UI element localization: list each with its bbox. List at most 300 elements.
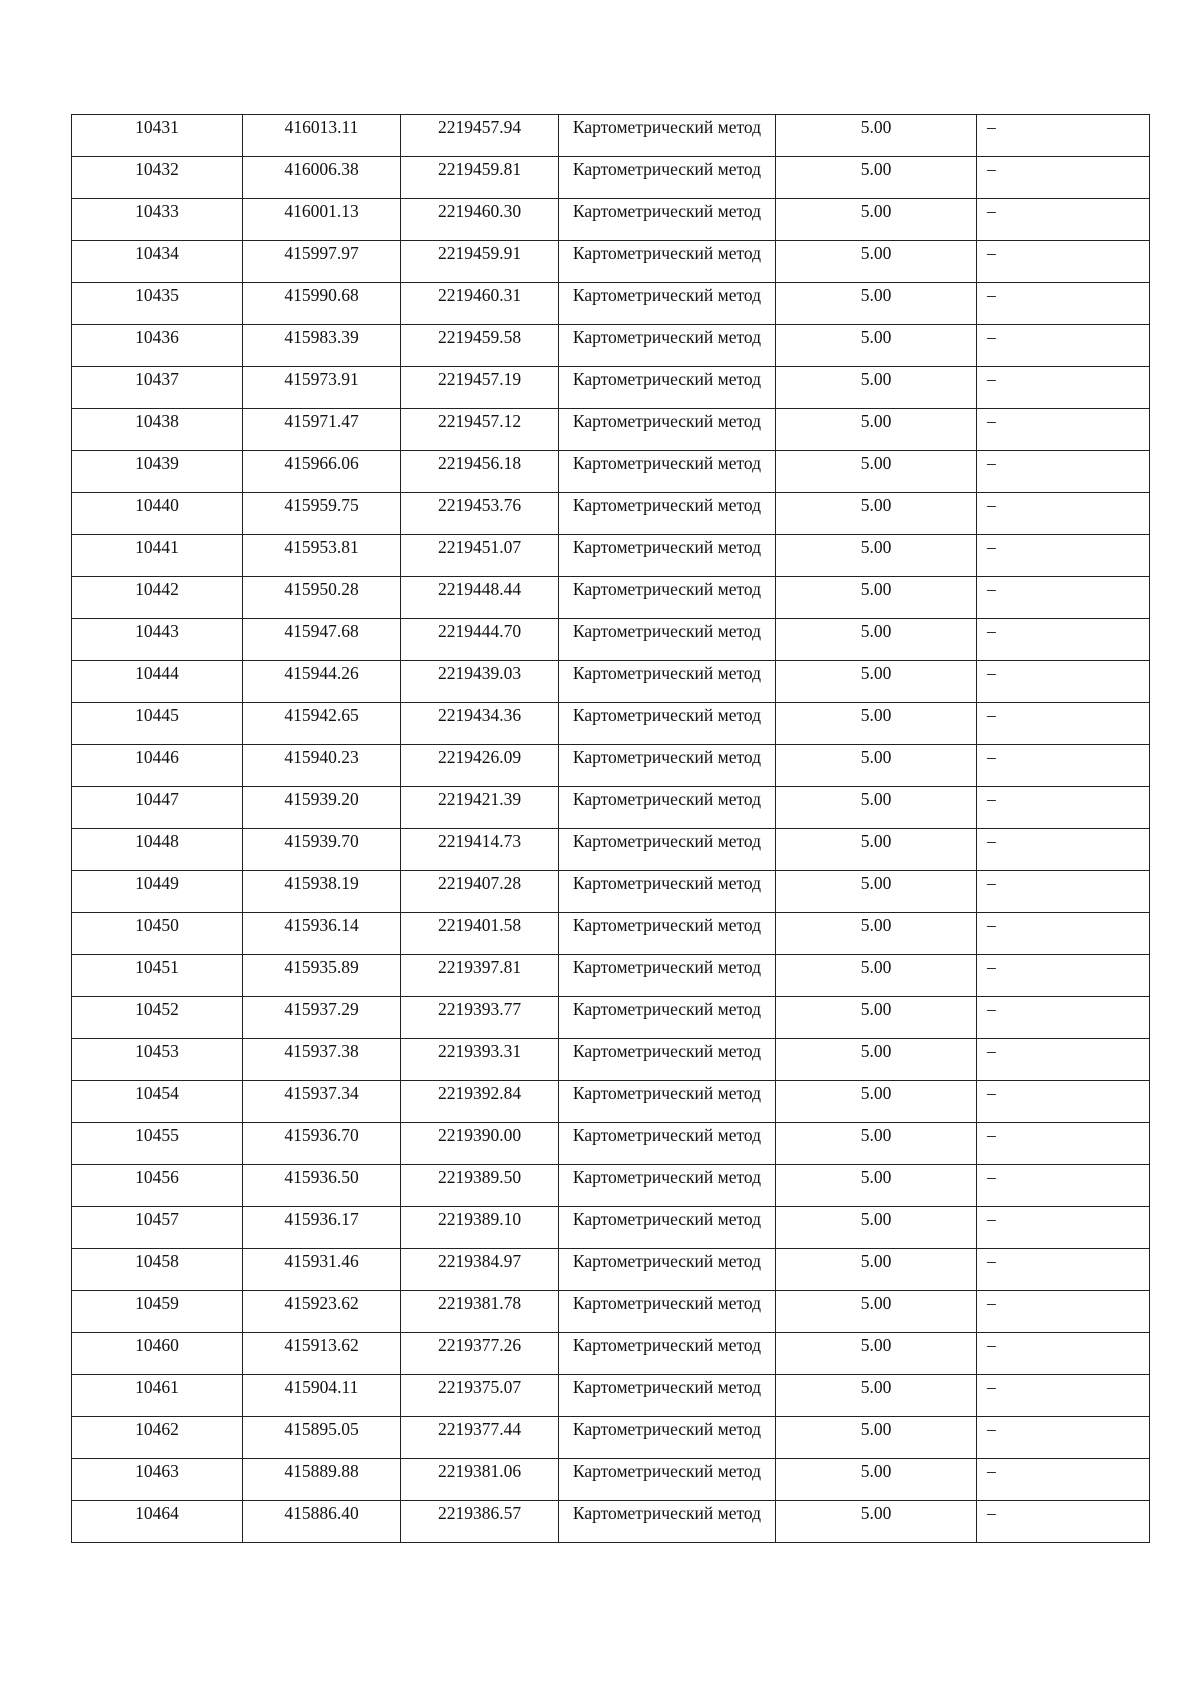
precision-cell bbox=[776, 1375, 977, 1417]
point-number-cell-text: 10445 bbox=[135, 705, 179, 725]
x-coordinate-cell bbox=[243, 1039, 401, 1081]
y-coordinate-cell-text: 2219459.58 bbox=[437, 327, 522, 347]
table-row bbox=[72, 115, 1150, 157]
x-coordinate-cell bbox=[243, 913, 401, 955]
point-number-cell-text: 10452 bbox=[135, 999, 179, 1019]
description-cell bbox=[977, 619, 1150, 661]
point-number-cell-text: 10457 bbox=[135, 1209, 179, 1229]
precision-cell bbox=[776, 997, 977, 1039]
method-cell bbox=[559, 1501, 776, 1543]
description-cell-text: – bbox=[987, 1209, 996, 1229]
table-row bbox=[72, 1081, 1150, 1123]
y-coordinate-cell bbox=[401, 241, 559, 283]
x-coordinate-cell-text: 415942.65 bbox=[284, 705, 359, 725]
precision-cell-text: 5.00 bbox=[860, 579, 892, 599]
point-number-cell bbox=[72, 1207, 243, 1249]
x-coordinate-cell-text: 415940.23 bbox=[284, 747, 359, 767]
point-number-cell-text: 10451 bbox=[135, 957, 179, 977]
precision-cell bbox=[776, 1417, 977, 1459]
y-coordinate-cell-text: 2219457.12 bbox=[437, 411, 522, 431]
x-coordinate-cell-text: 416001.13 bbox=[284, 201, 359, 221]
point-number-cell bbox=[72, 283, 243, 325]
method-cell bbox=[559, 619, 776, 661]
y-coordinate-cell bbox=[401, 703, 559, 745]
point-number-cell bbox=[72, 829, 243, 871]
description-cell-text: – bbox=[987, 1461, 996, 1481]
coordinates-table-body bbox=[72, 115, 1150, 1543]
x-coordinate-cell bbox=[243, 661, 401, 703]
y-coordinate-cell-text: 2219434.36 bbox=[437, 705, 522, 725]
method-cell bbox=[559, 1123, 776, 1165]
y-coordinate-cell bbox=[401, 577, 559, 619]
point-number-cell-text: 10447 bbox=[135, 789, 179, 809]
method-cell-text: Картометрический метод bbox=[572, 1041, 762, 1061]
x-coordinate-cell-text: 415983.39 bbox=[284, 327, 359, 347]
precision-cell-text: 5.00 bbox=[860, 1209, 892, 1229]
method-cell-text: Картометрический метод bbox=[572, 1251, 762, 1271]
x-coordinate-cell bbox=[243, 451, 401, 493]
method-cell-text: Картометрический метод bbox=[572, 327, 762, 347]
description-cell bbox=[977, 955, 1150, 997]
method-cell bbox=[559, 1459, 776, 1501]
description-cell-text: – bbox=[987, 1041, 996, 1061]
point-number-cell bbox=[72, 745, 243, 787]
x-coordinate-cell-text: 415937.38 bbox=[284, 1041, 359, 1061]
x-coordinate-cell bbox=[243, 619, 401, 661]
method-cell-text: Картометрический метод bbox=[572, 999, 762, 1019]
x-coordinate-cell-text: 415895.05 bbox=[284, 1419, 359, 1439]
description-cell bbox=[977, 997, 1150, 1039]
method-cell bbox=[559, 115, 776, 157]
precision-cell bbox=[776, 1123, 977, 1165]
method-cell bbox=[559, 871, 776, 913]
description-cell bbox=[977, 157, 1150, 199]
table-row bbox=[72, 1333, 1150, 1375]
y-coordinate-cell bbox=[401, 115, 559, 157]
y-coordinate-cell-text: 2219439.03 bbox=[437, 663, 522, 683]
y-coordinate-cell-text: 2219414.73 bbox=[437, 831, 522, 851]
point-number-cell bbox=[72, 1249, 243, 1291]
description-cell-text: – bbox=[987, 747, 996, 767]
y-coordinate-cell bbox=[401, 997, 559, 1039]
precision-cell-text: 5.00 bbox=[860, 663, 892, 683]
method-cell-text: Картометрический метод bbox=[572, 579, 762, 599]
y-coordinate-cell-text: 2219393.77 bbox=[437, 999, 522, 1019]
point-number-cell bbox=[72, 619, 243, 661]
precision-cell bbox=[776, 1459, 977, 1501]
y-coordinate-cell bbox=[401, 199, 559, 241]
description-cell bbox=[977, 1081, 1150, 1123]
x-coordinate-cell-text: 415886.40 bbox=[284, 1503, 359, 1523]
description-cell-text: – bbox=[987, 495, 996, 515]
table-row bbox=[72, 1291, 1150, 1333]
table-row bbox=[72, 1249, 1150, 1291]
precision-cell-text: 5.00 bbox=[860, 789, 892, 809]
point-number-cell bbox=[72, 535, 243, 577]
method-cell bbox=[559, 325, 776, 367]
x-coordinate-cell bbox=[243, 1081, 401, 1123]
description-cell bbox=[977, 1333, 1150, 1375]
precision-cell bbox=[776, 661, 977, 703]
description-cell-text: – bbox=[987, 705, 996, 725]
point-number-cell bbox=[72, 703, 243, 745]
point-number-cell-text: 10462 bbox=[135, 1419, 179, 1439]
y-coordinate-cell-text: 2219421.39 bbox=[437, 789, 522, 809]
coordinates-table bbox=[71, 114, 1150, 1543]
x-coordinate-cell-text: 415935.89 bbox=[284, 957, 359, 977]
precision-cell-text: 5.00 bbox=[860, 1503, 892, 1523]
table-row bbox=[72, 997, 1150, 1039]
precision-cell-text: 5.00 bbox=[860, 243, 892, 263]
y-coordinate-cell bbox=[401, 535, 559, 577]
description-cell bbox=[977, 913, 1150, 955]
point-number-cell bbox=[72, 157, 243, 199]
method-cell-text: Картометрический метод bbox=[572, 663, 762, 683]
point-number-cell-text: 10460 bbox=[135, 1335, 179, 1355]
y-coordinate-cell-text: 2219381.06 bbox=[437, 1461, 522, 1481]
table-row bbox=[72, 493, 1150, 535]
precision-cell-text: 5.00 bbox=[860, 411, 892, 431]
description-cell-text: – bbox=[987, 1083, 996, 1103]
description-cell-text: – bbox=[987, 999, 996, 1019]
y-coordinate-cell bbox=[401, 745, 559, 787]
precision-cell-text: 5.00 bbox=[860, 747, 892, 767]
point-number-cell bbox=[72, 1501, 243, 1543]
y-coordinate-cell bbox=[401, 1207, 559, 1249]
y-coordinate-cell-text: 2219377.44 bbox=[437, 1419, 522, 1439]
method-cell-text: Картометрический метод bbox=[572, 621, 762, 641]
point-number-cell bbox=[72, 1459, 243, 1501]
description-cell bbox=[977, 1249, 1150, 1291]
description-cell bbox=[977, 1207, 1150, 1249]
y-coordinate-cell bbox=[401, 1249, 559, 1291]
point-number-cell bbox=[72, 409, 243, 451]
x-coordinate-cell bbox=[243, 409, 401, 451]
description-cell-text: – bbox=[987, 327, 996, 347]
x-coordinate-cell bbox=[243, 1375, 401, 1417]
method-cell bbox=[559, 1417, 776, 1459]
method-cell bbox=[559, 1291, 776, 1333]
point-number-cell-text: 10461 bbox=[135, 1377, 179, 1397]
description-cell-text: – bbox=[987, 369, 996, 389]
precision-cell-text: 5.00 bbox=[860, 495, 892, 515]
x-coordinate-cell bbox=[243, 997, 401, 1039]
description-cell bbox=[977, 1417, 1150, 1459]
method-cell bbox=[559, 1039, 776, 1081]
x-coordinate-cell bbox=[243, 535, 401, 577]
method-cell bbox=[559, 1375, 776, 1417]
method-cell bbox=[559, 703, 776, 745]
y-coordinate-cell bbox=[401, 367, 559, 409]
method-cell-text: Картометрический метод bbox=[572, 873, 762, 893]
point-number-cell bbox=[72, 1375, 243, 1417]
precision-cell-text: 5.00 bbox=[860, 1125, 892, 1145]
description-cell bbox=[977, 1123, 1150, 1165]
y-coordinate-cell bbox=[401, 409, 559, 451]
table-row bbox=[72, 829, 1150, 871]
y-coordinate-cell bbox=[401, 1039, 559, 1081]
table-row bbox=[72, 871, 1150, 913]
table-row bbox=[72, 577, 1150, 619]
method-cell bbox=[559, 1165, 776, 1207]
method-cell bbox=[559, 409, 776, 451]
description-cell-text: – bbox=[987, 1419, 996, 1439]
method-cell-text: Картометрический метод bbox=[572, 243, 762, 263]
y-coordinate-cell bbox=[401, 787, 559, 829]
method-cell-text: Картометрический метод bbox=[572, 915, 762, 935]
precision-cell bbox=[776, 115, 977, 157]
y-coordinate-cell bbox=[401, 283, 559, 325]
y-coordinate-cell bbox=[401, 1165, 559, 1207]
method-cell bbox=[559, 1207, 776, 1249]
table-row bbox=[72, 451, 1150, 493]
y-coordinate-cell bbox=[401, 871, 559, 913]
description-cell bbox=[977, 1375, 1150, 1417]
y-coordinate-cell bbox=[401, 1375, 559, 1417]
precision-cell-text: 5.00 bbox=[860, 957, 892, 977]
precision-cell bbox=[776, 493, 977, 535]
method-cell bbox=[559, 913, 776, 955]
x-coordinate-cell bbox=[243, 1333, 401, 1375]
description-cell-text: – bbox=[987, 1503, 996, 1523]
y-coordinate-cell-text: 2219386.57 bbox=[437, 1503, 522, 1523]
y-coordinate-cell bbox=[401, 1459, 559, 1501]
x-coordinate-cell-text: 415939.70 bbox=[284, 831, 359, 851]
precision-cell bbox=[776, 409, 977, 451]
precision-cell bbox=[776, 703, 977, 745]
description-cell bbox=[977, 1291, 1150, 1333]
y-coordinate-cell bbox=[401, 1501, 559, 1543]
method-cell-text: Картометрический метод bbox=[572, 1209, 762, 1229]
x-coordinate-cell bbox=[243, 1417, 401, 1459]
y-coordinate-cell-text: 2219456.18 bbox=[437, 453, 522, 473]
y-coordinate-cell bbox=[401, 1081, 559, 1123]
point-number-cell-text: 10435 bbox=[135, 285, 179, 305]
y-coordinate-cell bbox=[401, 493, 559, 535]
table-row bbox=[72, 1165, 1150, 1207]
method-cell-text: Картометрический метод bbox=[572, 117, 762, 137]
point-number-cell bbox=[72, 787, 243, 829]
y-coordinate-cell-text: 2219460.31 bbox=[437, 285, 522, 305]
description-cell-text: – bbox=[987, 201, 996, 221]
y-coordinate-cell bbox=[401, 661, 559, 703]
precision-cell bbox=[776, 619, 977, 661]
x-coordinate-cell-text: 415923.62 bbox=[284, 1293, 359, 1313]
y-coordinate-cell bbox=[401, 913, 559, 955]
description-cell bbox=[977, 115, 1150, 157]
precision-cell bbox=[776, 1081, 977, 1123]
precision-cell bbox=[776, 1039, 977, 1081]
y-coordinate-cell-text: 2219457.94 bbox=[437, 117, 522, 137]
x-coordinate-cell-text: 415904.11 bbox=[284, 1377, 359, 1397]
precision-cell bbox=[776, 955, 977, 997]
point-number-cell-text: 10438 bbox=[135, 411, 179, 431]
precision-cell-text: 5.00 bbox=[860, 1335, 892, 1355]
description-cell bbox=[977, 535, 1150, 577]
method-cell-text: Картометрический метод bbox=[572, 537, 762, 557]
precision-cell bbox=[776, 1291, 977, 1333]
table-row bbox=[72, 199, 1150, 241]
description-cell-text: – bbox=[987, 915, 996, 935]
precision-cell-text: 5.00 bbox=[860, 999, 892, 1019]
method-cell-text: Картометрический метод bbox=[572, 453, 762, 473]
description-cell-text: – bbox=[987, 621, 996, 641]
y-coordinate-cell-text: 2219459.81 bbox=[437, 159, 522, 179]
y-coordinate-cell-text: 2219389.10 bbox=[437, 1209, 522, 1229]
x-coordinate-cell bbox=[243, 1249, 401, 1291]
method-cell bbox=[559, 745, 776, 787]
table-row bbox=[72, 409, 1150, 451]
precision-cell bbox=[776, 1249, 977, 1291]
point-number-cell-text: 10439 bbox=[135, 453, 179, 473]
y-coordinate-cell-text: 2219384.97 bbox=[437, 1251, 522, 1271]
point-number-cell-text: 10443 bbox=[135, 621, 179, 641]
point-number-cell-text: 10444 bbox=[135, 663, 179, 683]
y-coordinate-cell bbox=[401, 451, 559, 493]
x-coordinate-cell-text: 415950.28 bbox=[284, 579, 359, 599]
point-number-cell-text: 10455 bbox=[135, 1125, 179, 1145]
point-number-cell bbox=[72, 199, 243, 241]
method-cell bbox=[559, 661, 776, 703]
table-row bbox=[72, 955, 1150, 997]
y-coordinate-cell bbox=[401, 325, 559, 367]
point-number-cell-text: 10459 bbox=[135, 1293, 179, 1313]
y-coordinate-cell-text: 2219426.09 bbox=[437, 747, 522, 767]
y-coordinate-cell bbox=[401, 1123, 559, 1165]
description-cell-text: – bbox=[987, 831, 996, 851]
table-row bbox=[72, 1123, 1150, 1165]
x-coordinate-cell-text: 416006.38 bbox=[284, 159, 359, 179]
x-coordinate-cell-text: 416013.11 bbox=[284, 117, 359, 137]
description-cell-text: – bbox=[987, 1167, 996, 1187]
description-cell-text: – bbox=[987, 453, 996, 473]
description-cell-text: – bbox=[987, 117, 996, 137]
x-coordinate-cell bbox=[243, 241, 401, 283]
description-cell bbox=[977, 367, 1150, 409]
x-coordinate-cell-text: 415937.29 bbox=[284, 999, 359, 1019]
x-coordinate-cell bbox=[243, 199, 401, 241]
method-cell-text: Картометрический метод bbox=[572, 201, 762, 221]
description-cell-text: – bbox=[987, 1335, 996, 1355]
method-cell bbox=[559, 955, 776, 997]
description-cell bbox=[977, 493, 1150, 535]
x-coordinate-cell bbox=[243, 955, 401, 997]
y-coordinate-cell-text: 2219375.07 bbox=[437, 1377, 522, 1397]
point-number-cell-text: 10464 bbox=[135, 1503, 179, 1523]
y-coordinate-cell bbox=[401, 955, 559, 997]
table-row bbox=[72, 1501, 1150, 1543]
precision-cell bbox=[776, 325, 977, 367]
precision-cell bbox=[776, 451, 977, 493]
y-coordinate-cell-text: 2219457.19 bbox=[437, 369, 522, 389]
x-coordinate-cell-text: 415966.06 bbox=[284, 453, 359, 473]
description-cell bbox=[977, 829, 1150, 871]
point-number-cell bbox=[72, 451, 243, 493]
precision-cell bbox=[776, 1333, 977, 1375]
y-coordinate-cell-text: 2219397.81 bbox=[437, 957, 522, 977]
precision-cell bbox=[776, 241, 977, 283]
description-cell bbox=[977, 241, 1150, 283]
point-number-cell-text: 10442 bbox=[135, 579, 179, 599]
point-number-cell bbox=[72, 871, 243, 913]
y-coordinate-cell-text: 2219459.91 bbox=[437, 243, 522, 263]
x-coordinate-cell bbox=[243, 703, 401, 745]
method-cell bbox=[559, 1081, 776, 1123]
precision-cell-text: 5.00 bbox=[860, 201, 892, 221]
y-coordinate-cell-text: 2219389.50 bbox=[437, 1167, 522, 1187]
point-number-cell bbox=[72, 325, 243, 367]
table-row bbox=[72, 1459, 1150, 1501]
table-row bbox=[72, 535, 1150, 577]
method-cell-text: Картометрический метод bbox=[572, 1083, 762, 1103]
x-coordinate-cell bbox=[243, 115, 401, 157]
point-number-cell-text: 10441 bbox=[135, 537, 179, 557]
table-row bbox=[72, 283, 1150, 325]
description-cell bbox=[977, 787, 1150, 829]
description-cell-text: – bbox=[987, 1125, 996, 1145]
y-coordinate-cell-text: 2219460.30 bbox=[437, 201, 522, 221]
table-row bbox=[72, 661, 1150, 703]
precision-cell bbox=[776, 199, 977, 241]
point-number-cell bbox=[72, 1165, 243, 1207]
precision-cell-text: 5.00 bbox=[860, 1293, 892, 1313]
precision-cell bbox=[776, 1501, 977, 1543]
x-coordinate-cell-text: 415889.88 bbox=[284, 1461, 359, 1481]
x-coordinate-cell bbox=[243, 367, 401, 409]
description-cell bbox=[977, 283, 1150, 325]
description-cell bbox=[977, 451, 1150, 493]
y-coordinate-cell-text: 2219451.07 bbox=[437, 537, 522, 557]
method-cell-text: Картометрический метод bbox=[572, 1125, 762, 1145]
method-cell bbox=[559, 787, 776, 829]
point-number-cell-text: 10456 bbox=[135, 1167, 179, 1187]
x-coordinate-cell-text: 415990.68 bbox=[284, 285, 359, 305]
table-row bbox=[72, 1207, 1150, 1249]
description-cell-text: – bbox=[987, 411, 996, 431]
y-coordinate-cell bbox=[401, 1333, 559, 1375]
point-number-cell-text: 10433 bbox=[135, 201, 179, 221]
method-cell-text: Картометрический метод bbox=[572, 1377, 762, 1397]
method-cell bbox=[559, 829, 776, 871]
x-coordinate-cell-text: 415936.14 bbox=[284, 915, 359, 935]
x-coordinate-cell bbox=[243, 1123, 401, 1165]
method-cell-text: Картометрический метод bbox=[572, 789, 762, 809]
table-row bbox=[72, 367, 1150, 409]
precision-cell bbox=[776, 913, 977, 955]
method-cell-text: Картометрический метод bbox=[572, 285, 762, 305]
x-coordinate-cell-text: 415936.17 bbox=[284, 1209, 359, 1229]
point-number-cell bbox=[72, 1417, 243, 1459]
x-coordinate-cell-text: 415973.91 bbox=[284, 369, 359, 389]
precision-cell bbox=[776, 829, 977, 871]
precision-cell-text: 5.00 bbox=[860, 369, 892, 389]
x-coordinate-cell bbox=[243, 871, 401, 913]
point-number-cell bbox=[72, 115, 243, 157]
point-number-cell bbox=[72, 1081, 243, 1123]
precision-cell bbox=[776, 283, 977, 325]
description-cell-text: – bbox=[987, 243, 996, 263]
description-cell bbox=[977, 745, 1150, 787]
description-cell-text: – bbox=[987, 789, 996, 809]
x-coordinate-cell bbox=[243, 829, 401, 871]
precision-cell bbox=[776, 787, 977, 829]
precision-cell-text: 5.00 bbox=[860, 117, 892, 137]
x-coordinate-cell bbox=[243, 1207, 401, 1249]
method-cell bbox=[559, 283, 776, 325]
y-coordinate-cell bbox=[401, 829, 559, 871]
x-coordinate-cell bbox=[243, 1459, 401, 1501]
x-coordinate-cell-text: 415938.19 bbox=[284, 873, 359, 893]
